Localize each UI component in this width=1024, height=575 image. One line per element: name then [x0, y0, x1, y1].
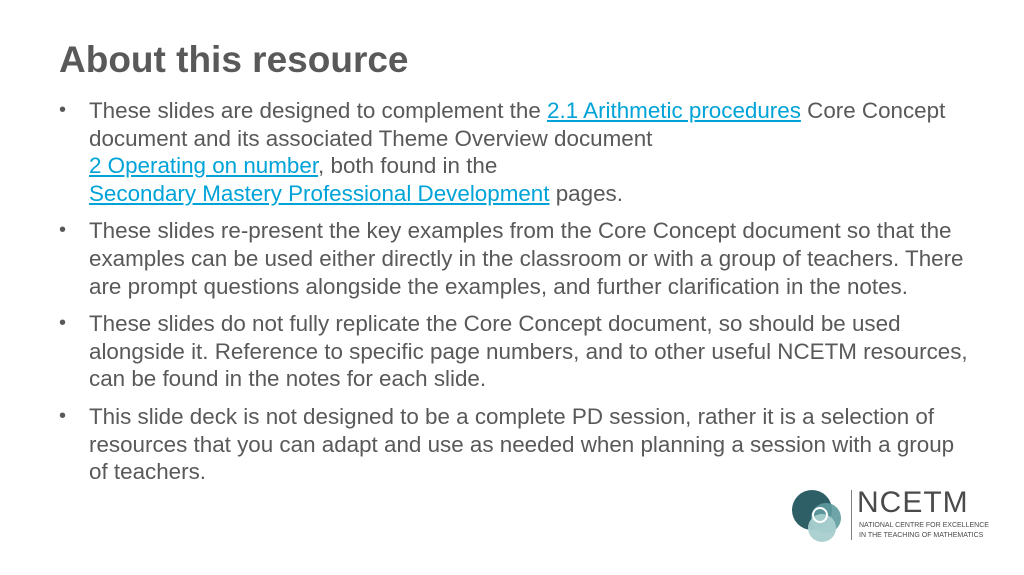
ncetm-logo-mark-icon [790, 488, 844, 544]
bullet-marker: • [59, 312, 67, 335]
bullet-marker: • [59, 219, 67, 242]
logo-divider [851, 490, 852, 540]
bullet-1-text-d: pages. [549, 180, 623, 206]
bullet-marker: • [59, 404, 67, 427]
ncetm-logo [790, 488, 990, 544]
bullet-item-4 [59, 403, 974, 486]
bullet-3-text: These slides do not fully replicate the Core Concept document, so should be used alongside it. Reference to specific page numbers, and to other useful NCETM resources, can be found in the notes for each slide. [89, 311, 968, 392]
bullet-1-text-c: , both found in the [318, 153, 498, 179]
logo-tagline-line-1: NATIONAL CENTRE FOR EXCELLENCE [859, 522, 989, 529]
bullet-item-3 [59, 310, 974, 393]
bullet-1-text-b: Core Concept document and its associated Theme Overview document [89, 98, 946, 151]
logo-wordmark: NCETM [857, 486, 969, 519]
bullet-list [59, 97, 974, 496]
bullet-1-text-a: These slides are designed to complement the [89, 98, 548, 123]
operating-on-number-link[interactable]: 2 Operating on number [89, 153, 319, 179]
bullet-marker: • [59, 99, 67, 121]
secondary-mastery-pd-link[interactable]: Secondary Mastery Professional Development [89, 180, 550, 206]
bullet-4-text: This slide deck is not designed to be a complete PD session, rather it is a selection of resources that you can adapt and use as needed when planning a session with a group of teachers. [89, 403, 955, 485]
logo-tagline-line-2: IN THE TEACHING OF MATHEMATICS [859, 532, 984, 539]
arithmetic-procedures-link[interactable]: 2.1 Arithmetic procedures [547, 98, 801, 123]
slide-title: About this resource [59, 39, 409, 80]
bullet-2-text: These slides re-present the key examples from the Core Concept document so that the examples can be used either directly in the classroom or with a group of teachers. There are prompt questions alongside the examples, and further clarification in the notes. [89, 218, 964, 299]
bullet-item-2 [59, 217, 974, 300]
logo-circle-light [808, 514, 836, 542]
bullet-item-1 [59, 97, 974, 207]
